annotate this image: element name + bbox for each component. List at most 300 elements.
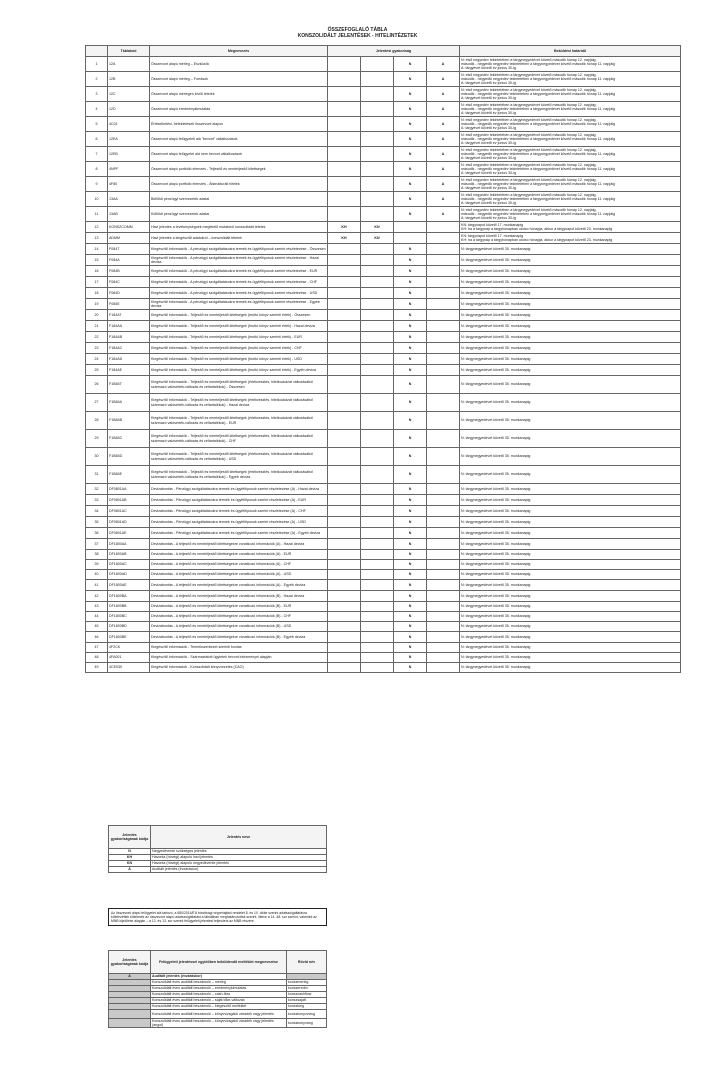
row-frequency-f4 [427,233,460,244]
row-index: 12 [86,222,108,233]
table-row [86,466,681,484]
row-name: Kiegészítő információk - Teljesítő és nemteljesítő kitettségek (bruttó könyv szerinti érték) - Egyéb deviza [150,365,328,376]
header-code: Táblakód [108,46,150,57]
row-deadline [460,653,681,663]
row-index: 8 [86,162,108,177]
deadline-line: N: tárgynegyedévet követő 35. munkanapig [461,345,531,350]
row-name: Összevont alapú mérleg – Eszközök [150,57,328,72]
row-frequency-f1: KH [328,222,361,233]
row-code: 13AA [108,192,150,207]
row-code: F184AE [108,365,150,376]
table-row [86,448,681,466]
row-frequency-f2 [361,57,394,72]
row-deadline [460,321,681,332]
row-frequency-f1 [328,506,361,517]
row-frequency-f1 [328,102,361,117]
row-frequency-f1 [328,332,361,343]
frequency-legend-table [108,825,327,873]
row-frequency-f1 [328,495,361,506]
row-name: Kiegészítő információk - A pénzügyi szolgáltatásokra termék és ügyféltípusok szerint részletezése - Hazai deviza [150,255,328,266]
row-frequency-f1 [328,448,361,466]
row-deadline [460,612,681,622]
row-frequency-f2 [361,343,394,354]
row-frequency-f3: N [394,580,427,591]
audit-header-name: Felügyeleti jelentéssel egyidőben beküldendő melléklet megnevezése [151,951,287,974]
row-index: 28 [86,412,108,430]
row-frequency-f2: KN [361,233,394,244]
row-frequency-f2 [361,288,394,299]
legend-code: KN [109,861,151,867]
row-frequency-f1 [328,321,361,332]
row-frequency-f3: N [394,495,427,506]
row-frequency-f4: A [427,192,460,207]
row-deadline [460,299,681,310]
row-frequency-f4: A [427,87,460,102]
row-frequency-f3: N [394,102,427,117]
table-row [86,343,681,354]
row-frequency-f3: N [394,570,427,580]
row-index: 10 [86,192,108,207]
row-name: Kiegészítő információk - A pénzügyi szolgáltatásokra termék és ügyféltípusok szerint részletezése - Összesen [150,244,328,255]
deadline-line: N: első negyedév tekintetében a tárgynegyedévet követő második hónap 12. napjáig, [461,147,597,152]
row-index: 41 [86,580,108,591]
row-frequency-f4: A [427,207,460,222]
deadline-line: N: tárgynegyedévet követő 35. munkanapig [461,436,531,441]
row-frequency-f3: N [394,177,427,192]
deadline-line: N: tárgynegyedévet követő 35. munkanapig [461,624,531,629]
row-frequency-f4 [427,255,460,266]
row-frequency-f1 [328,132,361,147]
row-deadline [460,343,681,354]
row-frequency-f4 [427,299,460,310]
row-frequency-f1 [328,394,361,412]
row-code: 12C [108,87,150,102]
row-frequency-f4 [427,332,460,343]
audit-name: Konszolidált éves auditált beszámoló – saját tőke-változás [151,998,287,1004]
row-index: 34 [86,506,108,517]
row-frequency-f2 [361,365,394,376]
row-name: Kiegészítő információk - Teljesítő és nemteljesítő kitettségek (bruttó könyv szerinti érték) - CHF [150,343,328,354]
row-frequency-f1 [328,412,361,430]
deadline-line: N: tárgynegyedévet követő 35. munkanapig [461,323,531,328]
row-frequency-f4 [427,354,460,365]
deadline-line: N: tárgynegyedévet követő 35. munkanapig [461,418,531,423]
row-frequency-f2 [361,570,394,580]
row-code: 4NPF [108,162,150,177]
row-code: 12EB [108,147,150,162]
row-index: 11 [86,207,108,222]
row-index: 7 [86,147,108,162]
deadline-line: N: tárgynegyedévet követő 35. munkanapig [461,290,531,295]
table-row [86,484,681,495]
row-index: 40 [86,570,108,580]
row-frequency-f3: N [394,539,427,550]
deadline-line: N: tárgynegyedévet követő 35. munkanapig [461,497,531,502]
row-frequency-f1 [328,539,361,550]
deadline-line: N: tárgynegyedévet követő 35. munkanapig [461,257,531,262]
row-frequency-f4 [427,602,460,612]
deadline-line: N: tárgynegyedévet követő 35. munkanapig [461,572,531,577]
deadline-line: N: tárgynegyedévet követő 35. munkanapig [461,279,531,284]
header-name: Megnevezés [150,46,328,57]
row-deadline [460,495,681,506]
row-code: F084C [108,277,150,288]
row-frequency-f4 [427,244,460,255]
row-deadline [460,632,681,643]
row-frequency-f3: N [394,57,427,72]
row-deadline [460,277,681,288]
row-code: DF1800AB [108,550,150,560]
row-name: Devizabontás - Pénzügyi szolgáltatásokra termék és ügyféltípusok szerint részletezése (A) - USD [150,517,328,528]
row-frequency-f1 [328,310,361,321]
row-frequency-f3: N [394,207,427,222]
row-frequency-f3 [394,233,427,244]
audit-header-short: Rövid név [287,951,327,974]
row-frequency-f2 [361,177,394,192]
row-name: Kiegészítő információk - A pénzügyi szolgáltatásokra termék és ügyféltípusok szerint részletezése - EUR [150,266,328,277]
row-frequency-f3: N [394,394,427,412]
row-code: 12D [108,102,150,117]
row-code: 4FA001 [108,653,150,663]
deadline-line: N: tárgynegyedévet követő 35. munkanapig [461,301,531,306]
row-deadline [460,622,681,632]
row-index: 31 [86,466,108,484]
table-row [86,321,681,332]
table-header-row [86,46,681,57]
row-frequency-f3: N [394,117,427,132]
row-index: 35 [86,517,108,528]
deadline-line: N: tárgynegyedévet követő 35. munkanapig [461,604,531,609]
row-frequency-f2 [361,354,394,365]
audit-name: Konszolidált éves auditált beszámoló – eredménykimutatás [151,986,287,992]
row-code: DF0801AD [108,517,150,528]
row-index: 19 [86,299,108,310]
row-frequency-f3: N [394,517,427,528]
audit-group-name: Auditált jelentés (évzáráskor) [151,974,287,980]
row-index: 16 [86,266,108,277]
row-code: 4F80 [108,177,150,192]
deadline-line: N: tárgynegyedévet követő 35. munkanapig [461,614,531,619]
row-frequency-f2 [361,506,394,517]
row-frequency-f1 [328,612,361,622]
row-deadline [460,394,681,412]
row-deadline [460,332,681,343]
row-name: Kiegészítő információk - Teljesítő és nemteljesítő kitettségek (értékvesztés, hitelkockázat változásából származó valósérték-változás és céltartalékok) - Hazai deviza [150,394,328,412]
row-frequency-f1 [328,288,361,299]
table-row [86,528,681,539]
audit-code [109,1010,151,1019]
row-frequency-f4 [427,663,460,673]
row-name: Külföldi pénzügyi szervezetek adatai [150,207,328,222]
row-index: 2 [86,72,108,87]
row-deadline [460,643,681,653]
table-row [86,207,681,222]
deadline-line: N: tárgynegyedévet követő 35. munkanapig [461,530,531,535]
row-deadline [460,117,681,132]
row-frequency-f4 [427,495,460,506]
table-row [86,288,681,299]
row-frequency-f4 [427,343,460,354]
legend-code: KH [109,855,151,861]
row-frequency-f4: A [427,147,460,162]
table-row [86,132,681,147]
row-index: 1 [86,57,108,72]
row-frequency-f1 [328,244,361,255]
row-frequency-f3: N [394,365,427,376]
row-frequency-f2 [361,277,394,288]
row-frequency-f1 [328,162,361,177]
table-row [86,632,681,643]
table-row [86,310,681,321]
row-code: 12EA [108,132,150,147]
table-row [86,430,681,448]
deadline-line: N: tárgynegyedévet követő 35. munkanapig [461,562,531,567]
audit-name: Konszolidált éves auditált beszámoló – mérleg [151,980,287,986]
deadline-line: második - negyedik negyedév tekintetében a tárgynegyedévet követő második hónap 11. napjáig [461,76,616,81]
row-index: 49 [86,663,108,673]
deadline-line: A: tárgyévet követő év június 30-ig [461,81,516,86]
row-frequency-f3: N [394,632,427,643]
row-frequency-f1 [328,354,361,365]
row-deadline [460,233,681,244]
table-row [86,591,681,602]
audit-row [109,1010,327,1019]
table-row [86,192,681,207]
table-row [86,495,681,506]
row-index: 15 [86,255,108,266]
row-deadline [460,448,681,466]
row-deadline [460,192,681,207]
table-row [86,57,681,72]
row-frequency-f2 [361,632,394,643]
row-frequency-f2 [361,602,394,612]
row-frequency-f1 [328,177,361,192]
row-code: F1B84B [108,412,150,430]
deadline-line: N: tárgynegyedévet követő 35. munkanapig [461,519,531,524]
row-frequency-f4 [427,484,460,495]
row-deadline [460,580,681,591]
row-frequency-f2 [361,162,394,177]
table-row [86,412,681,430]
row-frequency-f3: N [394,147,427,162]
legend-name: Havonta (hóvégi) alapuló havi jelentés [151,855,327,861]
row-frequency-f3: N [394,310,427,321]
deadline-line: második - negyedik negyedév tekintetében a tárgynegyedévet követő második hónap 11. napjáig [461,151,616,156]
row-code: DF1800AC [108,560,150,570]
row-code: DF1800AD [108,570,150,580]
row-frequency-f3: N [394,266,427,277]
row-frequency-f3: N [394,332,427,343]
row-frequency-f4 [427,365,460,376]
row-name: Összevont alapú eredménykimutatás [150,102,328,117]
row-deadline [460,591,681,602]
row-frequency-f4 [427,570,460,580]
table-row [86,517,681,528]
table-row [86,354,681,365]
row-frequency-f4 [427,653,460,663]
row-frequency-f4 [427,321,460,332]
row-frequency-f1 [328,466,361,484]
row-index: 3 [86,87,108,102]
row-code: DF0801AC [108,506,150,517]
audit-header-row [109,951,327,974]
row-frequency-f3: N [394,192,427,207]
row-code: DF0801AE [108,528,150,539]
row-name: Devizabontás - A teljesítő és nemteljesítő kitettségekre vonatkozó információk (B) - Hazai deviza [150,591,328,602]
legend-header-code: Jelentés gyakoriságának kódja [109,826,151,849]
row-frequency-f1 [328,602,361,612]
row-index: 46 [86,632,108,643]
row-index: 36 [86,528,108,539]
deadline-line: második - negyedik negyedév tekintetében a tárgynegyedévet követő második hónap 11. napjáig [461,181,616,186]
row-code: F1B84A [108,394,150,412]
deadline-line: N: első negyedév tekintetében a tárgynegyedévet követő második hónap 12. napjáig, [461,192,597,197]
row-frequency-f1 [328,560,361,570]
row-frequency-f2 [361,72,394,87]
row-code: F084A [108,255,150,266]
table-row [86,233,681,244]
row-name: Devizabontás - A teljesítő és nemteljesítő kitettségekre vonatkozó információk (B) - CHF [150,612,328,622]
row-name: Kiegészítő információk - Teljesítő és nemteljesítő kitettségek (bruttó könyv szerinti érték) - EUR [150,332,328,343]
deadline-line: A: tárgyévet követő év június 30-ig [461,126,516,131]
deadline-line: A: tárgyévet követő év június 30-ig [461,96,516,101]
row-deadline [460,484,681,495]
row-name: Devizabontás - Pénzügyi szolgáltatásokra termék és ügyféltípusok szerint részletezése (A) - Hazai deviza [150,484,328,495]
deadline-line: KN: tárgynapot követő 17. munkanapig [461,222,524,227]
row-frequency-f3: N [394,612,427,622]
row-frequency-f2 [361,528,394,539]
row-frequency-f1 [328,255,361,266]
row-frequency-f4 [427,448,460,466]
row-frequency-f2 [361,394,394,412]
row-frequency-f3: N [394,354,427,365]
row-frequency-f1 [328,591,361,602]
row-frequency-f2 [361,448,394,466]
row-deadline [460,132,681,147]
deadline-line: KN: tárgynapot követő 17. munkanapig [461,233,524,238]
row-index: 23 [86,343,108,354]
row-name: Devizabontás - Pénzügyi szolgáltatásokra termék és ügyféltípusok szerint részletezése (A) - EUR [150,495,328,506]
row-frequency-f4 [427,506,460,517]
row-name: Devizabontás - A teljesítő és nemteljesítő kitettségekre vonatkozó információk (B) - USD [150,622,328,632]
table-row [86,394,681,412]
row-code: F084B [108,266,150,277]
row-code: F184AB [108,332,150,343]
row-deadline [460,255,681,266]
row-frequency-f3: N [394,321,427,332]
row-index: 18 [86,288,108,299]
deadline-line: N: első negyedév tekintetében a tárgynegyedévet követő második hónap 12. napjáig, [461,102,597,107]
row-frequency-f2 [361,192,394,207]
row-frequency-f1 [328,57,361,72]
row-frequency-f3: N [394,448,427,466]
deadline-line: N: tárgynegyedévet követő 35. munkanapig [461,312,531,317]
row-frequency-f4 [427,288,460,299]
table-row [86,222,681,233]
row-deadline [460,365,681,376]
row-frequency-f2 [361,332,394,343]
row-frequency-f2 [361,299,394,310]
row-deadline [460,310,681,321]
row-name: Kiegészítő információk - Teljesítő és nemteljesítő kitettségek (bruttó könyv szerinti érték) - USD [150,354,328,365]
row-frequency-f3: N [394,663,427,673]
row-frequency-f4 [427,632,460,643]
summary-table [85,45,681,673]
audit-name: Konszolidált éves auditált beszámoló – cash-flow [151,992,287,998]
row-frequency-f1 [328,430,361,448]
row-frequency-f2 [361,539,394,550]
row-frequency-f3: N [394,162,427,177]
row-code: F084D [108,288,150,299]
row-frequency-f3: N [394,72,427,87]
deadline-line: N: tárgynegyedévet követő 35. munkanapig [461,454,531,459]
row-name: Kiegészítő információk - Teljesítő és nemteljesítő kitettségek (bruttó könyv szerinti érték) - Összesen [150,310,328,321]
row-name: Devizabontás - Pénzügyi szolgáltatásokra termék és ügyféltípusok szerint részletezése (A) - CHF [150,506,328,517]
row-frequency-f4 [427,412,460,430]
row-index: 17 [86,277,108,288]
row-name: Devizabontás - A teljesítő és nemteljesítő kitettségekre vonatkozó információk (A) - Hazai deviza [150,539,328,550]
row-deadline [460,570,681,580]
deadline-line: N: első negyedév tekintetében a tárgynegyedévet követő második hónap 12. napjáig, [461,72,597,77]
row-deadline [460,528,681,539]
row-frequency-f4: A [427,162,460,177]
row-frequency-f3: N [394,550,427,560]
table-row [86,376,681,394]
row-deadline [460,602,681,612]
row-frequency-f4: A [427,117,460,132]
legend-header-name: Jelentés neve [151,826,327,849]
deadline-line: N: tárgynegyedévet követő 35. munkanapig [461,382,531,387]
row-name: Kiegészítő információk - Származtatott ügyletek bevont intézményei alapján [150,653,328,663]
row-frequency-f2 [361,412,394,430]
row-frequency-f4 [427,612,460,622]
row-deadline [460,412,681,430]
table-row [86,266,681,277]
row-index: 26 [86,376,108,394]
row-index: 4 [86,102,108,117]
deadline-line: N: első negyedév tekintetében a tárgynegyedévet követő második hónap 12. napjáig, [461,117,597,122]
row-frequency-f4 [427,430,460,448]
deadline-line: N: tárgynegyedévet követő 35. munkanapig [461,593,531,598]
row-frequency-f3: N [394,255,427,266]
row-frequency-f3: N [394,288,427,299]
table-row [86,560,681,570]
row-frequency-f1 [328,266,361,277]
deadline-line: N: tárgynegyedévet követő 35. munkanapig [461,367,531,372]
row-name: Összevont alapú mérlegen kívüli tételek [150,87,328,102]
row-frequency-f3: N [394,591,427,602]
row-frequency-f1 [328,632,361,643]
deadline-line: második - negyedik negyedév tekintetében a tárgynegyedévet követő második hónap 11. napjáig [461,166,616,171]
row-index: 43 [86,602,108,612]
header-deadline: Beküldési határidő [460,46,681,57]
deadline-line: második - negyedik negyedév tekintetében a tárgynegyedévet követő második hónap 11. napjáig [461,106,616,111]
row-frequency-f1 [328,570,361,580]
table-row [86,622,681,632]
table-row [86,570,681,580]
row-deadline [460,550,681,560]
row-deadline [460,354,681,365]
table-row [86,602,681,612]
row-frequency-f3: N [394,87,427,102]
row-frequency-f4 [427,560,460,570]
deadline-line: A: tárgyévet követő év június 30-ig [461,111,516,116]
table-row [86,177,681,192]
table-row [86,277,681,288]
row-frequency-f4 [427,310,460,321]
row-frequency-f3 [394,222,427,233]
row-frequency-f3: N [394,376,427,394]
